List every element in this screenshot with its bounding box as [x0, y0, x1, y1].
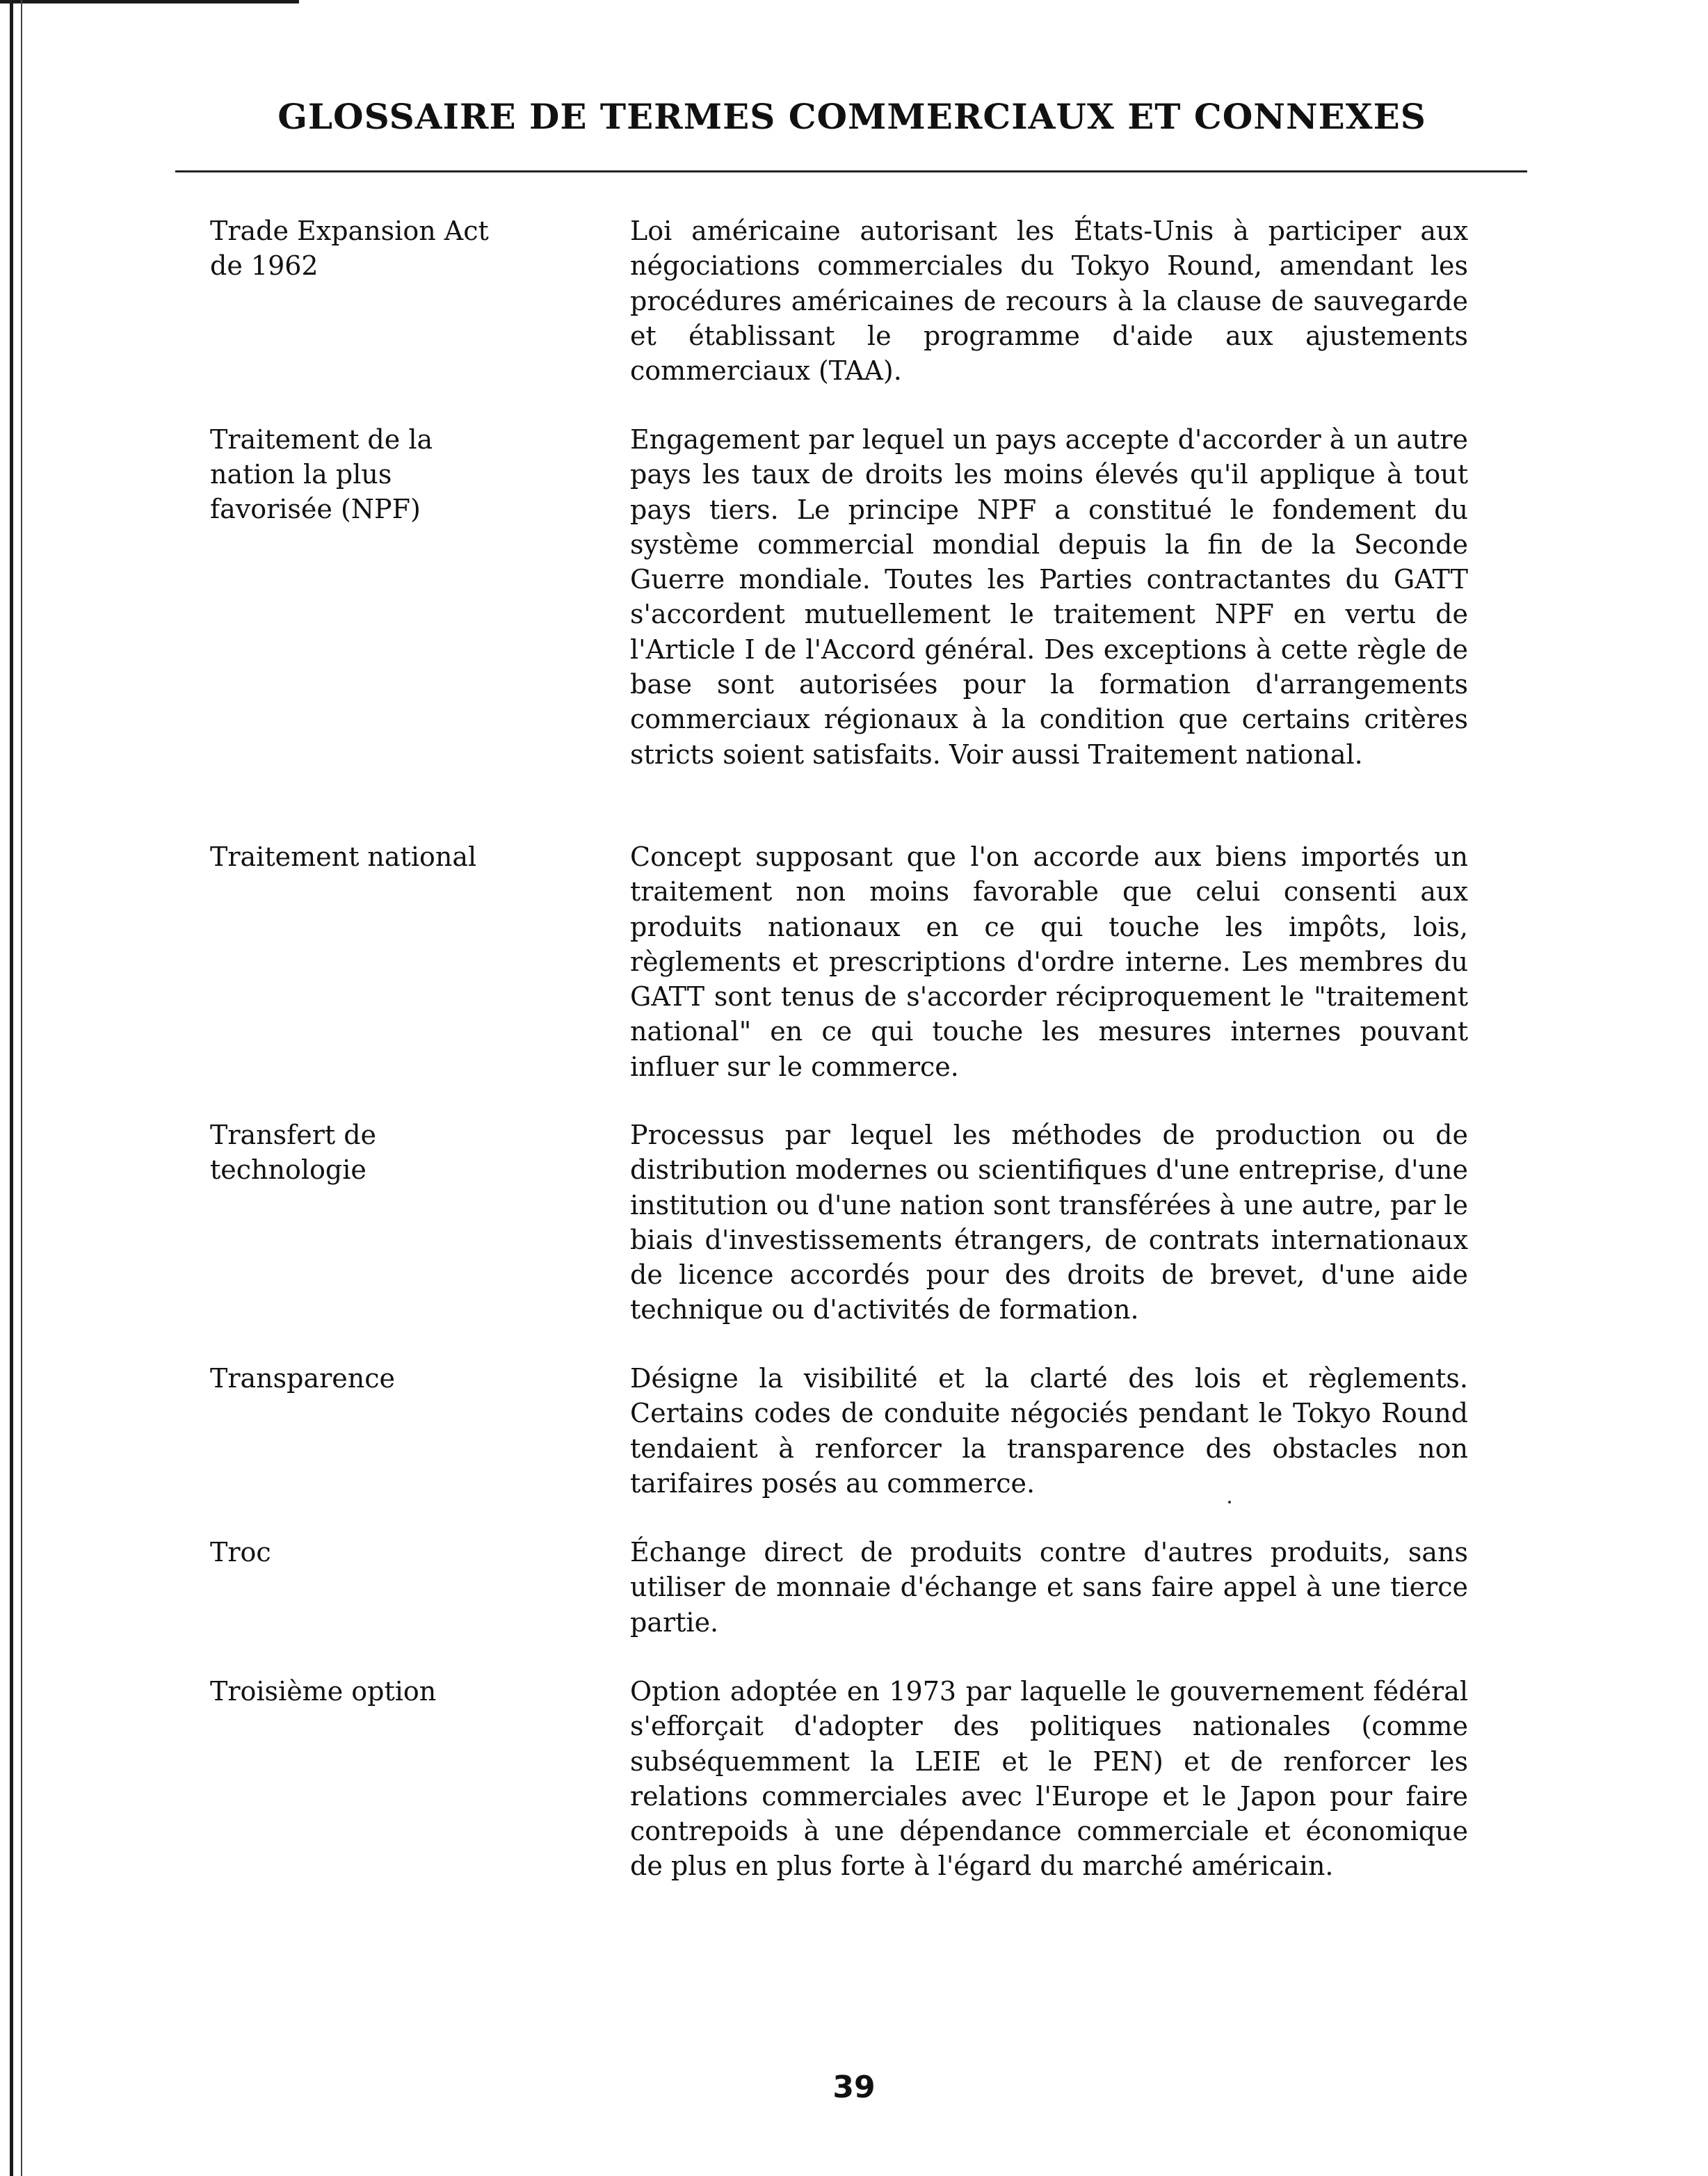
glossary-definition: Concept supposant que l'on accorde aux biens importés un traitement non moins favorable que celui consenti aux produits nationaux en ce qui touche les impôts, lois, règlements et prescriptions d'ordre interne. Les membres du GATT sont tenus de s'accorder réciproquement le "traitement national" en ce qui touche les mesures internes pouvant influer sur le commerce.: [630, 841, 1468, 1082]
glossary-term: Traitement national: [210, 841, 477, 872]
title-divider: [175, 170, 1527, 172]
glossary-definition: Désigne la visibilité et la clarté des lois et règlements. Certains codes de conduite négociés pendant le Tokyo Round tendaient à renforcer la transparence des obstacles non tarifaires posés au commerce.: [630, 1363, 1468, 1499]
glossary-term: Transfert de technologie: [210, 1120, 377, 1185]
scan-left-edge-inner: [21, 0, 22, 2176]
glossary-definition: Option adoptée en 1973 par laquelle le gouvernement fédéral s'efforçait d'adopter des politiques nationales (comme subséquemment la LEIE et le PEN) et de renforcer les relations commerciales avec l'Europe et le Japon pour faire contrepoids à une dépendance commerciale et économique de plus en plus forte à l'égard du marché américain.: [630, 1676, 1468, 1882]
glossary-term: Troc: [210, 1537, 271, 1567]
page-title: GLOSSAIRE DE TERMES COMMERCIAUX ET CONNEXES: [277, 96, 1426, 137]
glossary-definition: Processus par lequel les méthodes de production ou de distribution modernes ou scientifiques d'une entreprise, d'une institution ou d'une nation sont transférées à une autre, par le biais d'investissements étrangers, de contrats internationaux de licence accordés pour des droits de brevet, d'une aide technique ou d'activités de formation.: [630, 1120, 1468, 1325]
glossary-term: Trade Expansion Act de 1962: [210, 216, 489, 281]
scan-left-edge: [10, 0, 13, 2176]
glossary-definition: Échange direct de produits contre d'autres produits, sans utiliser de monnaie d'échange et sans faire appel à une tierce partie.: [630, 1537, 1468, 1638]
glossary-term: Transparence: [210, 1363, 396, 1394]
glossary-definition: Loi américaine autorisant les États-Unis à participer aux négociations commerciales du Tokyo Round, amendant les procédures américaines de recours à la clause de sauvegarde et établissant le programme d'aide aux ajustements commerciaux (TAA).: [630, 216, 1468, 387]
page-number: 39: [832, 2070, 876, 2105]
glossary-term: Traitement de la nation la plus favorisée (NPF): [210, 424, 433, 524]
glossary-term: Troisième option: [210, 1676, 437, 1707]
scan-top-edge: [0, 0, 299, 3]
glossary-definition: Engagement par lequel un pays accepte d'accorder à un autre pays les taux de droits les moins élevés qu'il applique à tout pays tiers. Le principe NPF a constitué le fondement du système commercial mondial depuis la fin de la Seconde Guerre mondiale. Toutes les Parties contractantes du GATT s'accordent mutuellement le traitement NPF en vertu de l'Article I de l'Accord général. Des exceptions à cette règle de base sont autorisées pour la formation d'arrangements commerciaux régionaux à la condition que certains critères stricts soient satisfaits. Voir aussi Traitement national.: [630, 424, 1468, 770]
scan-speck: [1228, 1501, 1231, 1504]
